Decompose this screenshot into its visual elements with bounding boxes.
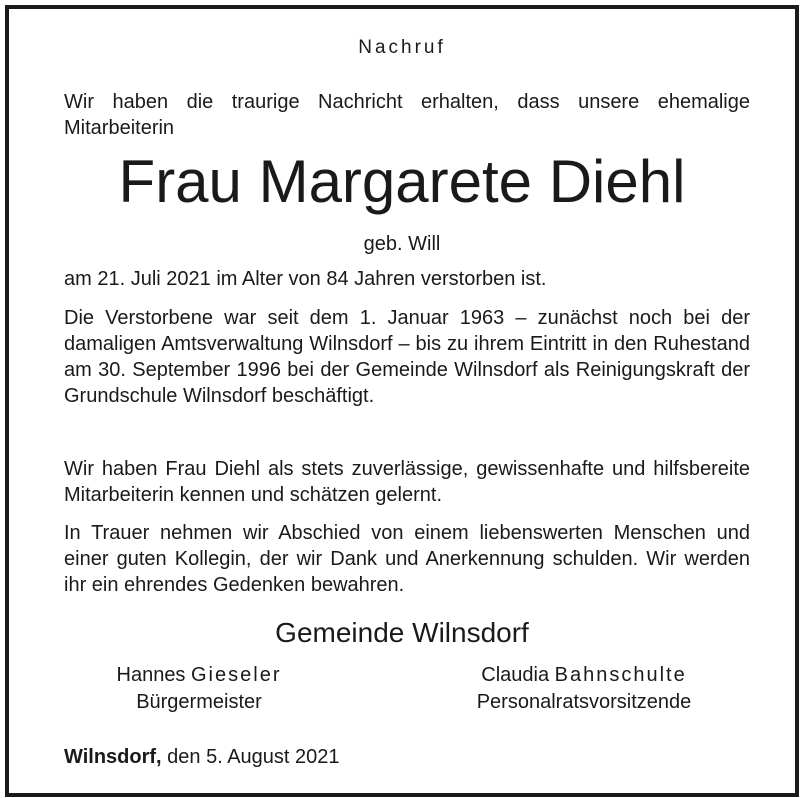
signatory-last-name: Gieseler	[191, 664, 282, 686]
signatory-mayor	[79, 662, 319, 716]
organization-name: Gemeinde Wilnsdorf	[275, 617, 529, 648]
signatory-name	[79, 662, 319, 689]
signatory-role: Personalratsvorsitzende	[476, 691, 692, 713]
intro-text: Wir haben die traurige Nachricht erhalten, dass unsere ehemalige Mitarbeiterin	[64, 91, 750, 139]
dateline	[64, 746, 340, 769]
death-statement: am 21. Juli 2021 im Alter von 84 Jahren verstorben ist.	[64, 268, 547, 290]
signatory-first-name: Claudia	[481, 664, 550, 686]
appreciation-paragraph: Wir haben Frau Diehl als stets zuverlässige, gewissenhafte und hilfsbereite Mitarbeiterin kennen und schätzen gelernt.	[64, 458, 750, 506]
dateline-date: den 5. August 2021	[167, 746, 340, 768]
farewell-paragraph: In Trauer nehmen wir Abschied von einem liebenswerten Menschen und einer guten Kollegin, der wir Dank und Anerkennung schulden. Wir werden ihr ein ehrendes Gedenken bewahren.	[64, 522, 750, 596]
signatory-council-chair	[439, 662, 729, 716]
notice-heading: Nachruf	[358, 37, 446, 58]
signatory-name	[439, 662, 729, 689]
obituary-notice	[5, 5, 799, 797]
signatory-first-name: Hannes	[116, 664, 186, 686]
maiden-name: geb. Will	[363, 233, 441, 255]
signatory-last-name: Bahnschulte	[554, 664, 687, 686]
deceased-name: Frau Margarete Diehl	[118, 148, 686, 215]
signatory-role: Bürgermeister	[136, 691, 262, 713]
career-paragraph: Die Verstorbene war seit dem 1. Januar 1963 – zunächst noch bei der damaligen Amtsverwaltung Wilnsdorf – bis zu ihrem Eintritt in den Ruhestand am 30. September 1996 bei der Gemeinde Wilnsdorf als Reinigungskraft der Grundschule Wilnsdorf beschäftigt.	[64, 307, 750, 407]
dateline-place: Wilnsdorf,	[64, 746, 162, 768]
